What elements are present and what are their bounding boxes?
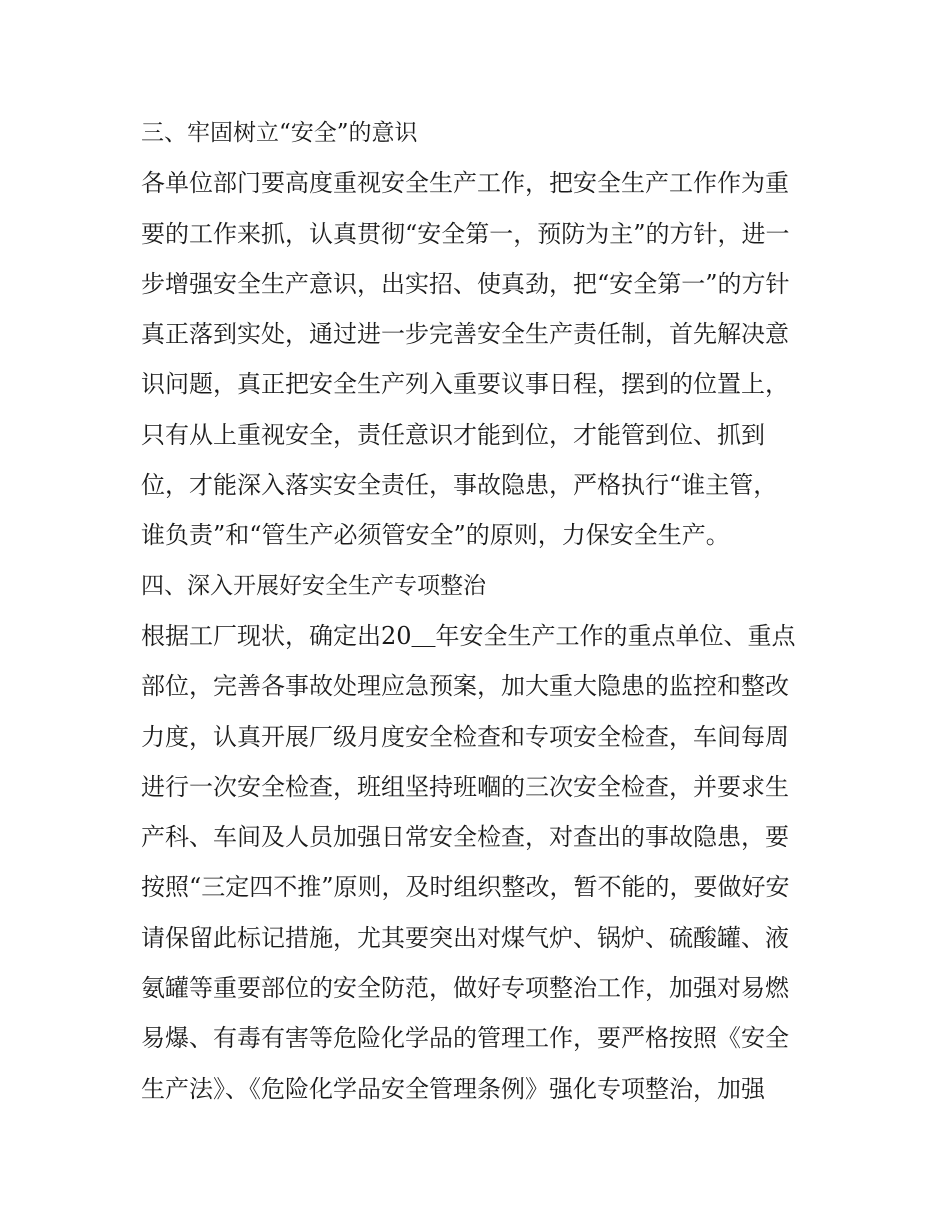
paragraph-line: 产科、车间及人员加强日常安全检查，对查出的事故隐患，要 bbox=[141, 823, 789, 852]
paragraph-line: 谁负责”和“管生产必须管安全”的原则，力保安全生产。 bbox=[141, 521, 730, 550]
paragraph-line: 氨罐等重要部位的安全防范，做好专项整治工作，加强对易燃 bbox=[141, 974, 789, 1003]
document-body bbox=[141, 108, 821, 1114]
paragraph-line: 识问题，真正把安全生产列入重要议事日程，摆到的位置上， bbox=[141, 370, 789, 399]
paragraph-line: 请保留此标记措施，尤其要突出对煤气炉、锅炉、硫酸罐、液 bbox=[141, 923, 789, 952]
paragraph-line: 位，才能深入落实安全责任，事故隐患，严格执行“谁主管， bbox=[141, 471, 778, 500]
paragraph-line: 根据工厂现状，确定出20＿年安全生产工作的重点单位、重点 bbox=[141, 621, 796, 650]
paragraph-line: 按照“三定四不推”原则，及时组织整改，暂不能的，要做好安 bbox=[141, 873, 790, 902]
paragraph-line: 力度，认真开展厂级月度安全检查和专项安全检查，车间每周 bbox=[141, 722, 789, 751]
paragraph-line: 各单位部门要高度重视安全生产工作，把安全生产工作作为重 bbox=[141, 169, 789, 198]
section-heading-3: 三、牢固树立“安全”的意识 bbox=[141, 120, 418, 146]
paragraph-line: 易爆、有毒有害等危险化学品的管理工作，要严格按照《安全 bbox=[141, 1024, 789, 1053]
paragraph-line: 生产法》、《危险化学品安全管理条例》强化专项整治，加强 bbox=[141, 1074, 765, 1103]
paragraph-line: 部位，完善各事故处理应急预案，加大重大隐患的监控和整改 bbox=[141, 672, 789, 701]
paragraph-line: 只有从上重视安全，责任意识才能到位，才能管到位、抓到 bbox=[141, 420, 765, 449]
paragraph-line: 真正落到实处，通过进一步完善安全生产责任制，首先解决意 bbox=[141, 320, 789, 349]
paragraph-line: 要的工作来抓，认真贯彻“安全第一，预防为主”的方针，进一 bbox=[141, 219, 790, 248]
paragraph-line: 步增强安全生产意识，出实招、使真劲，把“安全第一”的方针 bbox=[141, 269, 790, 298]
section-heading-4: 四、深入开展好安全生产专项整治 bbox=[141, 572, 486, 599]
paragraph-line: 进行一次安全检查，班组坚持班嗰的三次安全检查，并要求生 bbox=[141, 772, 789, 801]
